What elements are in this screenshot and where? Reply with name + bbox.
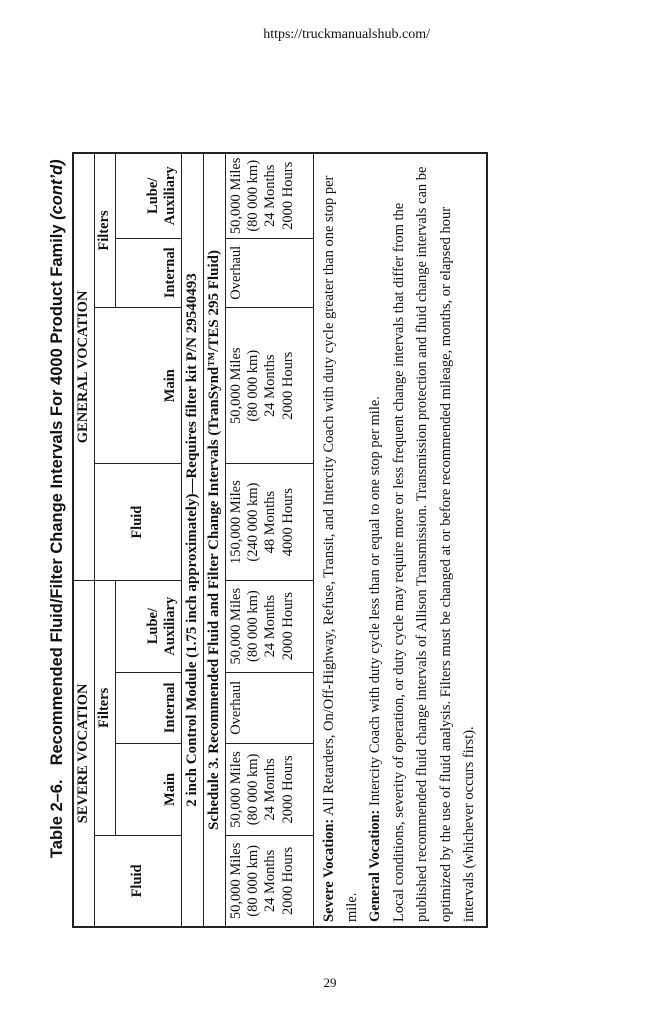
control-module-row: 2 inch Control Module (1.75 inch approximately)—Requires filter kit P/N 29540493 [181, 153, 203, 927]
header-general-filters-spacer [94, 307, 115, 464]
header-severe-vocation: SEVERE VOCATION [73, 580, 94, 927]
severe-vocation-note: Severe Vocation: All Retarders, On/Off-Highway, Refuse, Transit, and Intercity Coach with duty cycle greater than one stop per mile. [320, 175, 360, 922]
general-vocation-note: General Vocation: Intercity Coach with duty cycle less than or equal to one stop per mile. [367, 396, 384, 922]
table-notes [313, 153, 487, 927]
severe-lube-filter-interval: 50,000 Miles (80 000 km) 24 Months 2000 Hours [225, 580, 313, 672]
local-conditions-note: Local conditions, severity of operation, or duty cycle may require more or less frequent change intervals that differ from the published recommended fluid change intervals of Allison Transmission. Transmission protection and fluid change intervals can be optimized by the use of fluid analysis. Filters must be changed at or before recommended mileage, months, or elapsed hour intervals (whichever occurs first). [390, 166, 478, 922]
general-internal-filter-interval: Overhaul [225, 238, 313, 307]
header-severe-main: Main [115, 744, 181, 836]
table-title-text: Recommended Fluid/Filter Change Intervals For 4000 Product Family [48, 224, 66, 766]
general-main-filter-interval: 50,000 Miles (80 000 km) 24 Months 2000 Hours [225, 307, 313, 464]
table-title-label: Table 2–6. [48, 779, 66, 858]
header-severe-fluid: Fluid [94, 835, 181, 927]
header-general-filters: Filters [94, 153, 115, 307]
lube-line-1: Lube/ [144, 608, 161, 645]
header-general-internal: Internal [115, 238, 181, 307]
severe-main-filter-interval: 50,000 Miles (80 000 km) 24 Months 2000 Hours [225, 744, 313, 836]
header-severe-lube [115, 580, 181, 672]
header-general-vocation: GENERAL VOCATION [73, 153, 94, 580]
header-general-main: Main [115, 307, 181, 464]
severe-internal-filter-interval: Overhaul [225, 672, 313, 744]
header-severe-filters: Filters [94, 580, 115, 835]
schedule-3-row: Schedule 3. Recommended Fluid and Filter Change Intervals (TranSynd™/TES 295 Fluid) [203, 153, 225, 927]
header-severe-internal: Internal [115, 672, 181, 744]
severe-fluid-interval: 50,000 Miles (80 000 km) 24 Months 2000 Hours [225, 835, 313, 927]
lube-line-1: Lube/ [144, 177, 161, 214]
general-fluid-interval: 150,000 Miles (240 000 km) 48 Months 4000 Hours [225, 464, 313, 580]
header-general-fluid: Fluid [94, 464, 181, 580]
table-title-suffix: (cont’d) [48, 159, 66, 220]
interval-table [72, 152, 488, 928]
page-number: 29 [323, 975, 337, 990]
rotated-page-content [30, 150, 478, 930]
header-general-lube [115, 153, 181, 238]
lube-line-2: Auxiliary [162, 596, 179, 656]
general-lube-filter-interval: 50,000 Miles (80 000 km) 24 Months 2000 Hours [225, 153, 313, 238]
table-title [48, 159, 67, 858]
lube-line-2: Auxiliary [162, 166, 179, 226]
source-url: https://truckmanualshub.com/ [263, 27, 430, 42]
